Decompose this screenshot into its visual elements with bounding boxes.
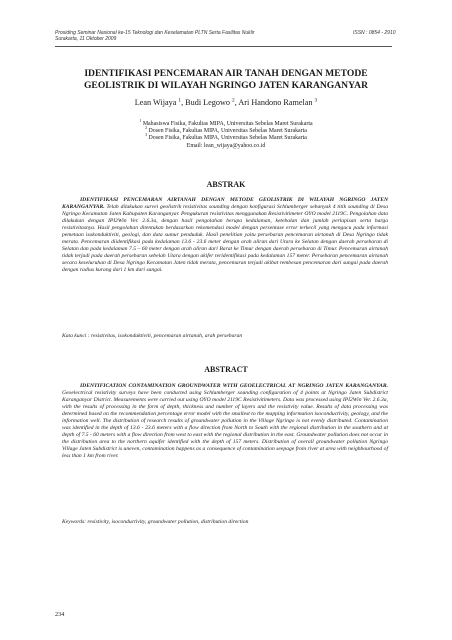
affiliation-list (40, 121, 412, 150)
abstrak-lead: IDENTIFIKASI PENCEMARAN AIRTANAH DENGAN METODE GEOLISTRIK DI WILAYAH NGRINGO JATEN KARANGANYAR. (62, 197, 388, 210)
running-header-left (55, 30, 255, 42)
header-date: Surakarta, 11 Oktober 2009 (55, 36, 117, 42)
author-mark: 3 (314, 97, 318, 104)
title-line-1: IDENTIFIKASI PENCEMARAN AIR TANAH DENGAN METODE (84, 68, 368, 79)
abstract-lead: IDENTIFICATION CONTAMINATION GROUNDWATER WITH GEOELECTRICAL AT NGRINGO JATEN KARANGANYAR. (80, 383, 388, 389)
author-name: Budi Legowo (185, 98, 230, 107)
abstrak-heading: ABSTRAK (206, 180, 246, 189)
affiliation-line (40, 135, 412, 142)
affiliation-text: Dosen Fisika, Fakultas MIPA, Universitas Sebelas Maret Surakarta (148, 128, 307, 135)
affiliation-text: Dosen Fisika, Fakultas MIPA, Universitas Sebelas Maret Surakarta (148, 135, 307, 142)
author-mark: 1 (178, 97, 182, 104)
abstract-heading: ABSTRACT (204, 365, 248, 374)
page-number: 234 (55, 611, 65, 618)
author-mark: 2 (232, 97, 235, 104)
abstract-body (62, 383, 388, 459)
abstract-keywords: Keywords: resistivity, isoconductivity, groundwater pollution, distribution direction (62, 519, 249, 525)
abstract-text: Geoelectrical resistivity surveys have been conducted using Schlumberger sounding configuration of 4 points at Ngringo Jaten Subdistrict Karanganyar District. Measurements were carried out using OYO model 2119C Resistivitimeters. Data was processed using IPI2Win Ver. 2.6.3a, with the results of processing in the form of depth, thickness and number of layers and the resistivity value. Results of data processing was determined based on the recommendation percentage error model with the smallest to the mapping information isoconductivity, geology, and the information well. The distribution of research results of groundwater pollution in the Village Ngringo is not evenly distributed. Contamination was identified in the depth of 13.6 - 23.6 meters with a flow direction from North to South with the regional distribution in the southern and at depth of 7.5 - 60 meters with a flow direction from west to east with the regional distribution in the east. Groundwater pollution does not occur in the distribution area to the northern aquifer identified with the depth of 157 meters. Distribution of overall groundwater pollution Ngringo Village Jaten Subdistrict is uneven, contamination happens as a consequence of contamination seepage from river at area with neighbourhood of less than 1 km from river. (62, 389, 388, 459)
header-proceedings: Prosiding Seminar Nasional ke-15 Teknologi dan Keselamatan PLTN Serta Fasilitas Nuklir (55, 30, 255, 36)
abstrak-text: Telah dilakukan survei geolistrik resistivitas sounding dengan konfigurasi Schlumberger sebanyak 4 titik sounding di Desa Ngringo Kecamatan Jaten Kabupaten Karanganyar. Pengukuran resistivitas menggunakan Resistivitimeter OYO model 2119C. Pengolahan data dilakukan dengan IPI2Win Ver. 2.6.3a, dengan hasil pengolahan berupa kedalaman, ketebalan dan jumlah perlapisan serta harga resistivitasnya. Hasil pengolahan ditentukan berdasarkan rekomendasi model dengan persentase error terkecil yang mengacu pada informasi pemetaan isokonduktiviti, geologi, dan data sumur penduduk. Hasil penelitian yaitu persebaran pencemaran airtanah di Desa Ngringo tidak merata. Pencemaran diidentifikasi pada kedalaman 13.6 - 23.6 meter dengan arah aliran dari Utara ke Selatan dengan daerah persebaran di Selatan dan pada kedalaman 7.5 – 60 meter dengan arah aliran dari Barat ke Timur dengan daerah persebaran di Timur. Pencemaran airtanah tidak terjadi pada daerah persebaran sebelah Utara dengan akifer teridentifikasi pada kedalaman 157 meter. Persebaran pencemaran airtanah secara keseluruhan di Desa Ngringo Kecamatan Jaten tidak merata, pencemaran terjadi akibat rembesan pencemaran dari sungai pada daerah dengan radius kurang dari 1 km dari sungai. (62, 203, 388, 273)
author-name: Ari Handono Ramelan (238, 98, 313, 107)
header-rule (55, 46, 392, 47)
running-header-issn: ISSN : 0854 - 2910 (353, 30, 396, 36)
affiliation-text: Mahasiswa Fisika, Fakultas MIPA, Universitas Sebelas Maret Surakarta (142, 121, 313, 127)
affiliation-mark: 3 (145, 133, 148, 138)
abstrak-keywords: Kata kunci : resistivitas, isokonduktiviti, pencemaran airtanah, arah persebaran (62, 333, 243, 339)
title-line-2: GEOLISTRIK DI WILAYAH NGRINGO JATEN KARANGANYAR (83, 80, 369, 91)
author-email: Email: lean_wijaya@yahoo.co.id (186, 142, 266, 149)
affiliation-mark: 1 (139, 119, 142, 124)
abstrak-body (62, 197, 388, 273)
author-name: Lean Wijaya (134, 98, 177, 107)
paper-title (40, 68, 412, 92)
author-list: Lean Wijaya $^1$, Budi Legowo $^2$, Ari Handono Ramelan $^3$ (134, 97, 318, 107)
affiliation-mark: 2 (145, 126, 148, 131)
